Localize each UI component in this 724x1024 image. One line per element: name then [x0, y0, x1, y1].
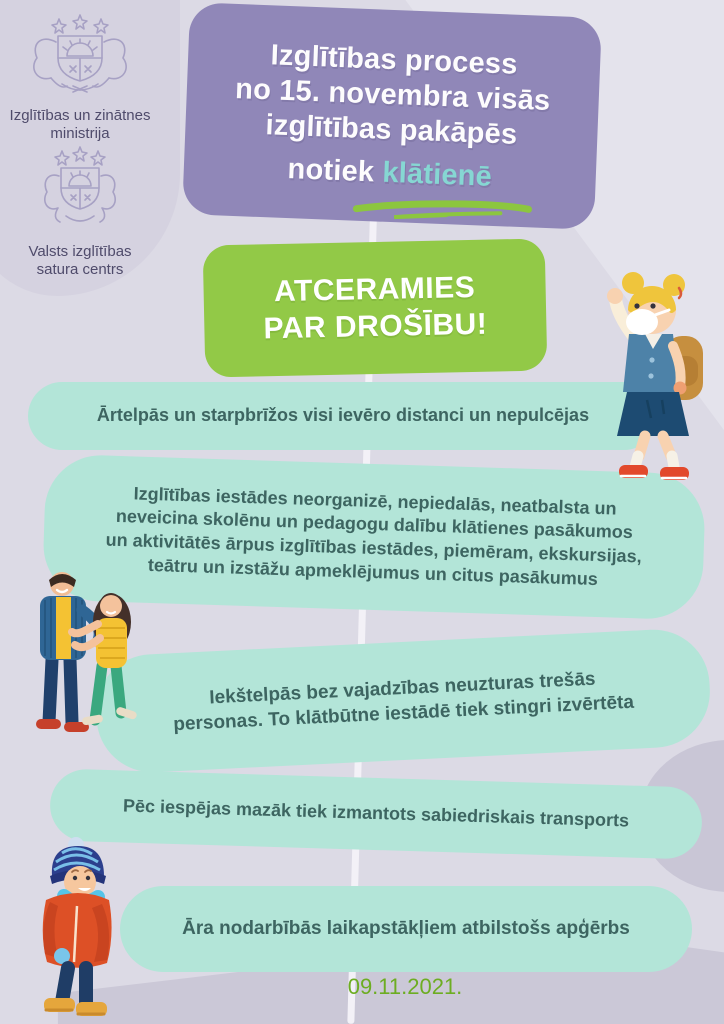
girl-skirt: [617, 392, 689, 436]
rule-text-2: Izglītības iestādes neorganizē, nepiedalās, neatbalsta un neveicina skolēnu un pedagogu dalību klātienes pasākumos un aktivitātēs ārpus izglītības iestādes, piemēram, ekskursijas, teātru un izstāžu apmeklējumus un citus pasākumus: [105, 482, 642, 589]
ministry-logo-group: [0, 12, 160, 143]
title-line-1: Izglītības process: [270, 39, 519, 81]
ministry-coat-of-arms-icon: [21, 12, 139, 98]
reminder-line-1: ATCERAMIES: [273, 270, 476, 308]
rule-bubble-5: [120, 886, 692, 972]
title-sign: [182, 2, 602, 230]
title-line-4-plain: notiek: [287, 153, 375, 189]
ministry-caption-line-2: ministrija: [50, 125, 110, 142]
ministry-caption-line-1: Izglītības un zinātnes: [9, 107, 151, 124]
rule-bubble-3: [93, 627, 712, 775]
klatiene-highlight: klātienē: [381, 156, 493, 194]
girl-with-face-mask-illustration: [595, 258, 715, 480]
title-line-4: [287, 152, 493, 195]
scribble-underline-icon: [350, 194, 535, 227]
visc-caption-line-1: Valsts izglītības: [28, 243, 132, 260]
reminder-sign: [203, 238, 548, 377]
visc-caption-line-2: satura centrs: [36, 261, 124, 278]
girl-sock: [672, 456, 674, 467]
child-boots: [44, 998, 107, 1016]
child-in-winter-clothes-illustration: [16, 834, 134, 1024]
child-coat: [43, 893, 112, 968]
rule-text-3: Iekštelpās bez vajadzības neuzturas trešās personas. To klātbūtne iestādē tiek stingri izvērtēta: [172, 668, 635, 736]
title-line-3: izglītības pakāpēs: [265, 108, 518, 151]
date-label: 09.11.2021.: [347, 974, 463, 999]
visc-logo-group: [0, 142, 160, 279]
hugging-couple-illustration: [20, 566, 160, 761]
reminder-line-2: PAR DROŠĪBU!: [263, 307, 488, 346]
visc-coat-of-arms-icon: [30, 142, 130, 234]
rule-bubble-1: [28, 382, 658, 450]
rule-bubble-4: [49, 768, 703, 859]
rule-text-5: Āra nodarbībās laikapstākļiem atbilstošs apģērbs: [182, 918, 630, 940]
rule-text-4: Pēc iespējas mazāk tiek izmantots sabiedriskais transports: [122, 795, 630, 831]
title-line-2: no 15. novembra visās: [234, 72, 551, 117]
rule-text-1: Ārtelpās un starpbrīžos visi ievēro distanci un nepulcējas: [96, 405, 590, 426]
girl-shoes: [619, 465, 689, 480]
girl-hand: [607, 288, 623, 304]
